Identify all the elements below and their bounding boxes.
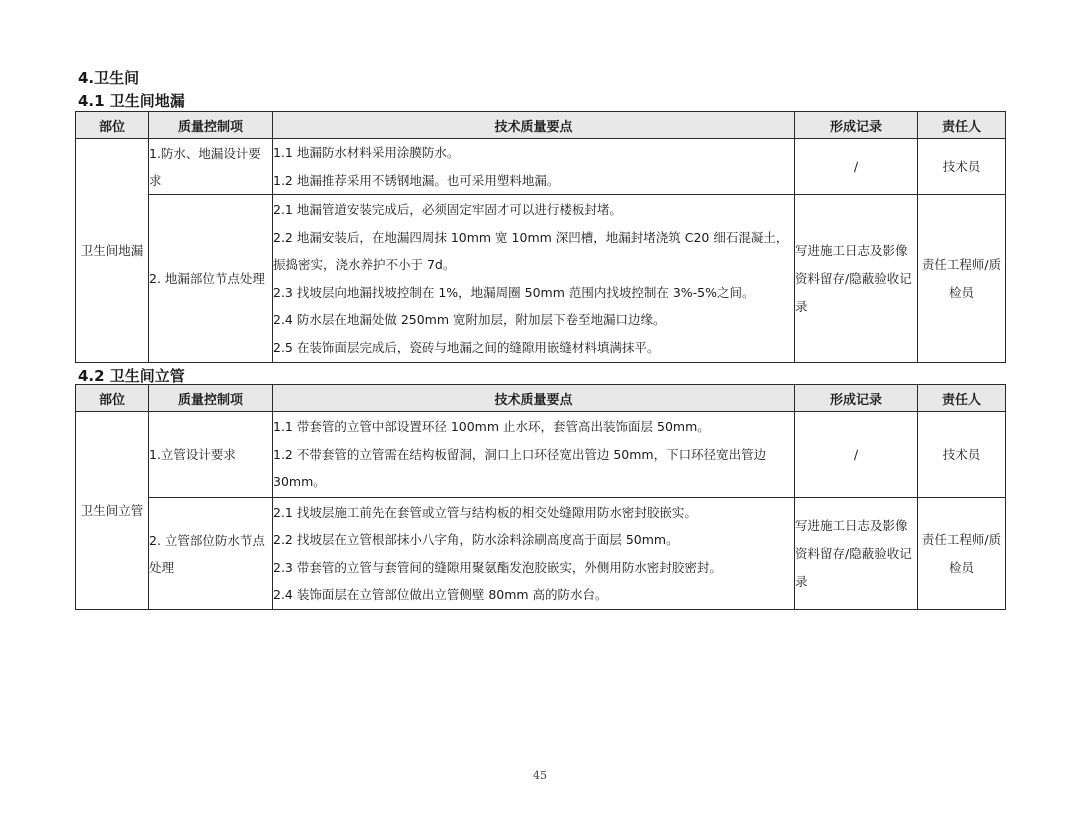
record-cell: 写进施工日志及影像资料留存/隐蔽验收记录	[795, 498, 918, 610]
header-record: 形成记录	[795, 112, 918, 139]
table-row	[76, 195, 1006, 363]
section-title: 4.卫生间	[78, 69, 140, 87]
tech-points-cell	[273, 139, 795, 195]
page-number: 45	[533, 769, 547, 782]
table-row	[76, 412, 1006, 498]
subsection-title-drain: 4.1 卫生间地漏	[78, 92, 185, 110]
control-item-cell: 2. 立管部位防水节点处理	[149, 498, 273, 610]
tech-point: 2.3 找坡层向地漏找坡控制在 1%，地漏周圈 50mm 范围内找坡控制在 3%-5%之间。	[273, 284, 755, 300]
responsible-cell: 技术员	[918, 139, 1006, 195]
header-responsible: 责任人	[918, 385, 1006, 412]
table-header-row	[76, 385, 1006, 412]
tech-points-cell	[273, 195, 795, 363]
record-cell: /	[795, 139, 918, 195]
subsection-title-pipe: 4.2 卫生间立管	[78, 367, 185, 385]
part-cell: 卫生间地漏	[76, 139, 149, 363]
quality-table-drain	[75, 111, 1006, 363]
record-cell: 写进施工日志及影像资料留存/隐蔽验收记录	[795, 195, 918, 363]
tech-point: 2.1 地漏管道安装完成后，必须固定牢固才可以进行楼板封堵。	[273, 202, 622, 217]
tech-point: 2.3 带套管的立管与套管间的缝隙用聚氨酯发泡胶嵌实，外侧用防水密封胶密封。	[273, 559, 722, 575]
header-responsible: 责任人	[918, 112, 1006, 139]
tech-point: 2.1 找坡层施工前先在套管或立管与结构板的相交处缝隙用防水密封胶嵌实。	[273, 504, 697, 520]
responsible-cell: 责任工程师/质检员	[918, 498, 1006, 610]
control-item-cell: 1.防水、地漏设计要求	[149, 139, 273, 195]
tech-point: 1.2 地漏推荐采用不锈钢地漏。也可采用塑料地漏。	[273, 172, 560, 188]
tech-points-cell	[273, 498, 795, 610]
table-row	[76, 139, 1006, 195]
header-control-item: 质量控制项	[149, 112, 273, 139]
quality-table-pipe	[75, 384, 1006, 610]
table-row	[76, 498, 1006, 610]
responsible-cell: 责任工程师/质检员	[918, 195, 1006, 363]
control-item-cell: 1.立管设计要求	[149, 412, 273, 498]
header-tech-points: 技术质量要点	[273, 385, 795, 412]
record-cell: /	[795, 412, 918, 498]
tech-point: 1.1 带套管的立管中部设置环径 100mm 止水环，套管高出装饰面层 50mm。	[273, 419, 710, 435]
part-cell: 卫生间立管	[76, 412, 149, 610]
tech-point: 2.5 在装饰面层完成后，瓷砖与地漏之间的缝隙用嵌缝材料填满抹平。	[273, 339, 660, 355]
header-part: 部位	[76, 385, 149, 412]
tech-point: 2.4 装饰面层在立管部位做出立管侧壁 80mm 高的防水台。	[273, 587, 608, 602]
tech-point: 2.2 找坡层在立管根部抹小八字角，防水涂料涂刷高度高于面层 50mm。	[273, 532, 679, 547]
tech-points-cell	[273, 412, 795, 498]
tech-point: 2.2 地漏安装后，在地漏四周抹 10mm 宽 10mm 深凹槽，地漏封堵浇筑 C20 细石混凝土，振捣密实，浇水养护不小于 7d。	[273, 229, 789, 272]
responsible-cell: 技术员	[918, 412, 1006, 498]
tech-point: 1.1 地漏防水材料采用涂膜防水。	[273, 145, 460, 160]
control-item-cell: 2. 地漏部位节点处理	[149, 195, 273, 363]
tech-point: 1.2 不带套管的立管需在结构板留洞，洞口上口环径宽出管边 50mm，下口环径宽出管边 30mm。	[273, 446, 767, 490]
header-part: 部位	[76, 112, 149, 139]
table-header-row	[76, 112, 1006, 139]
header-record: 形成记录	[795, 385, 918, 412]
header-control-item: 质量控制项	[149, 385, 273, 412]
tech-point: 2.4 防水层在地漏处做 250mm 宽附加层，附加层下卷至地漏口边缘。	[273, 312, 666, 327]
header-tech-points: 技术质量要点	[273, 112, 795, 139]
